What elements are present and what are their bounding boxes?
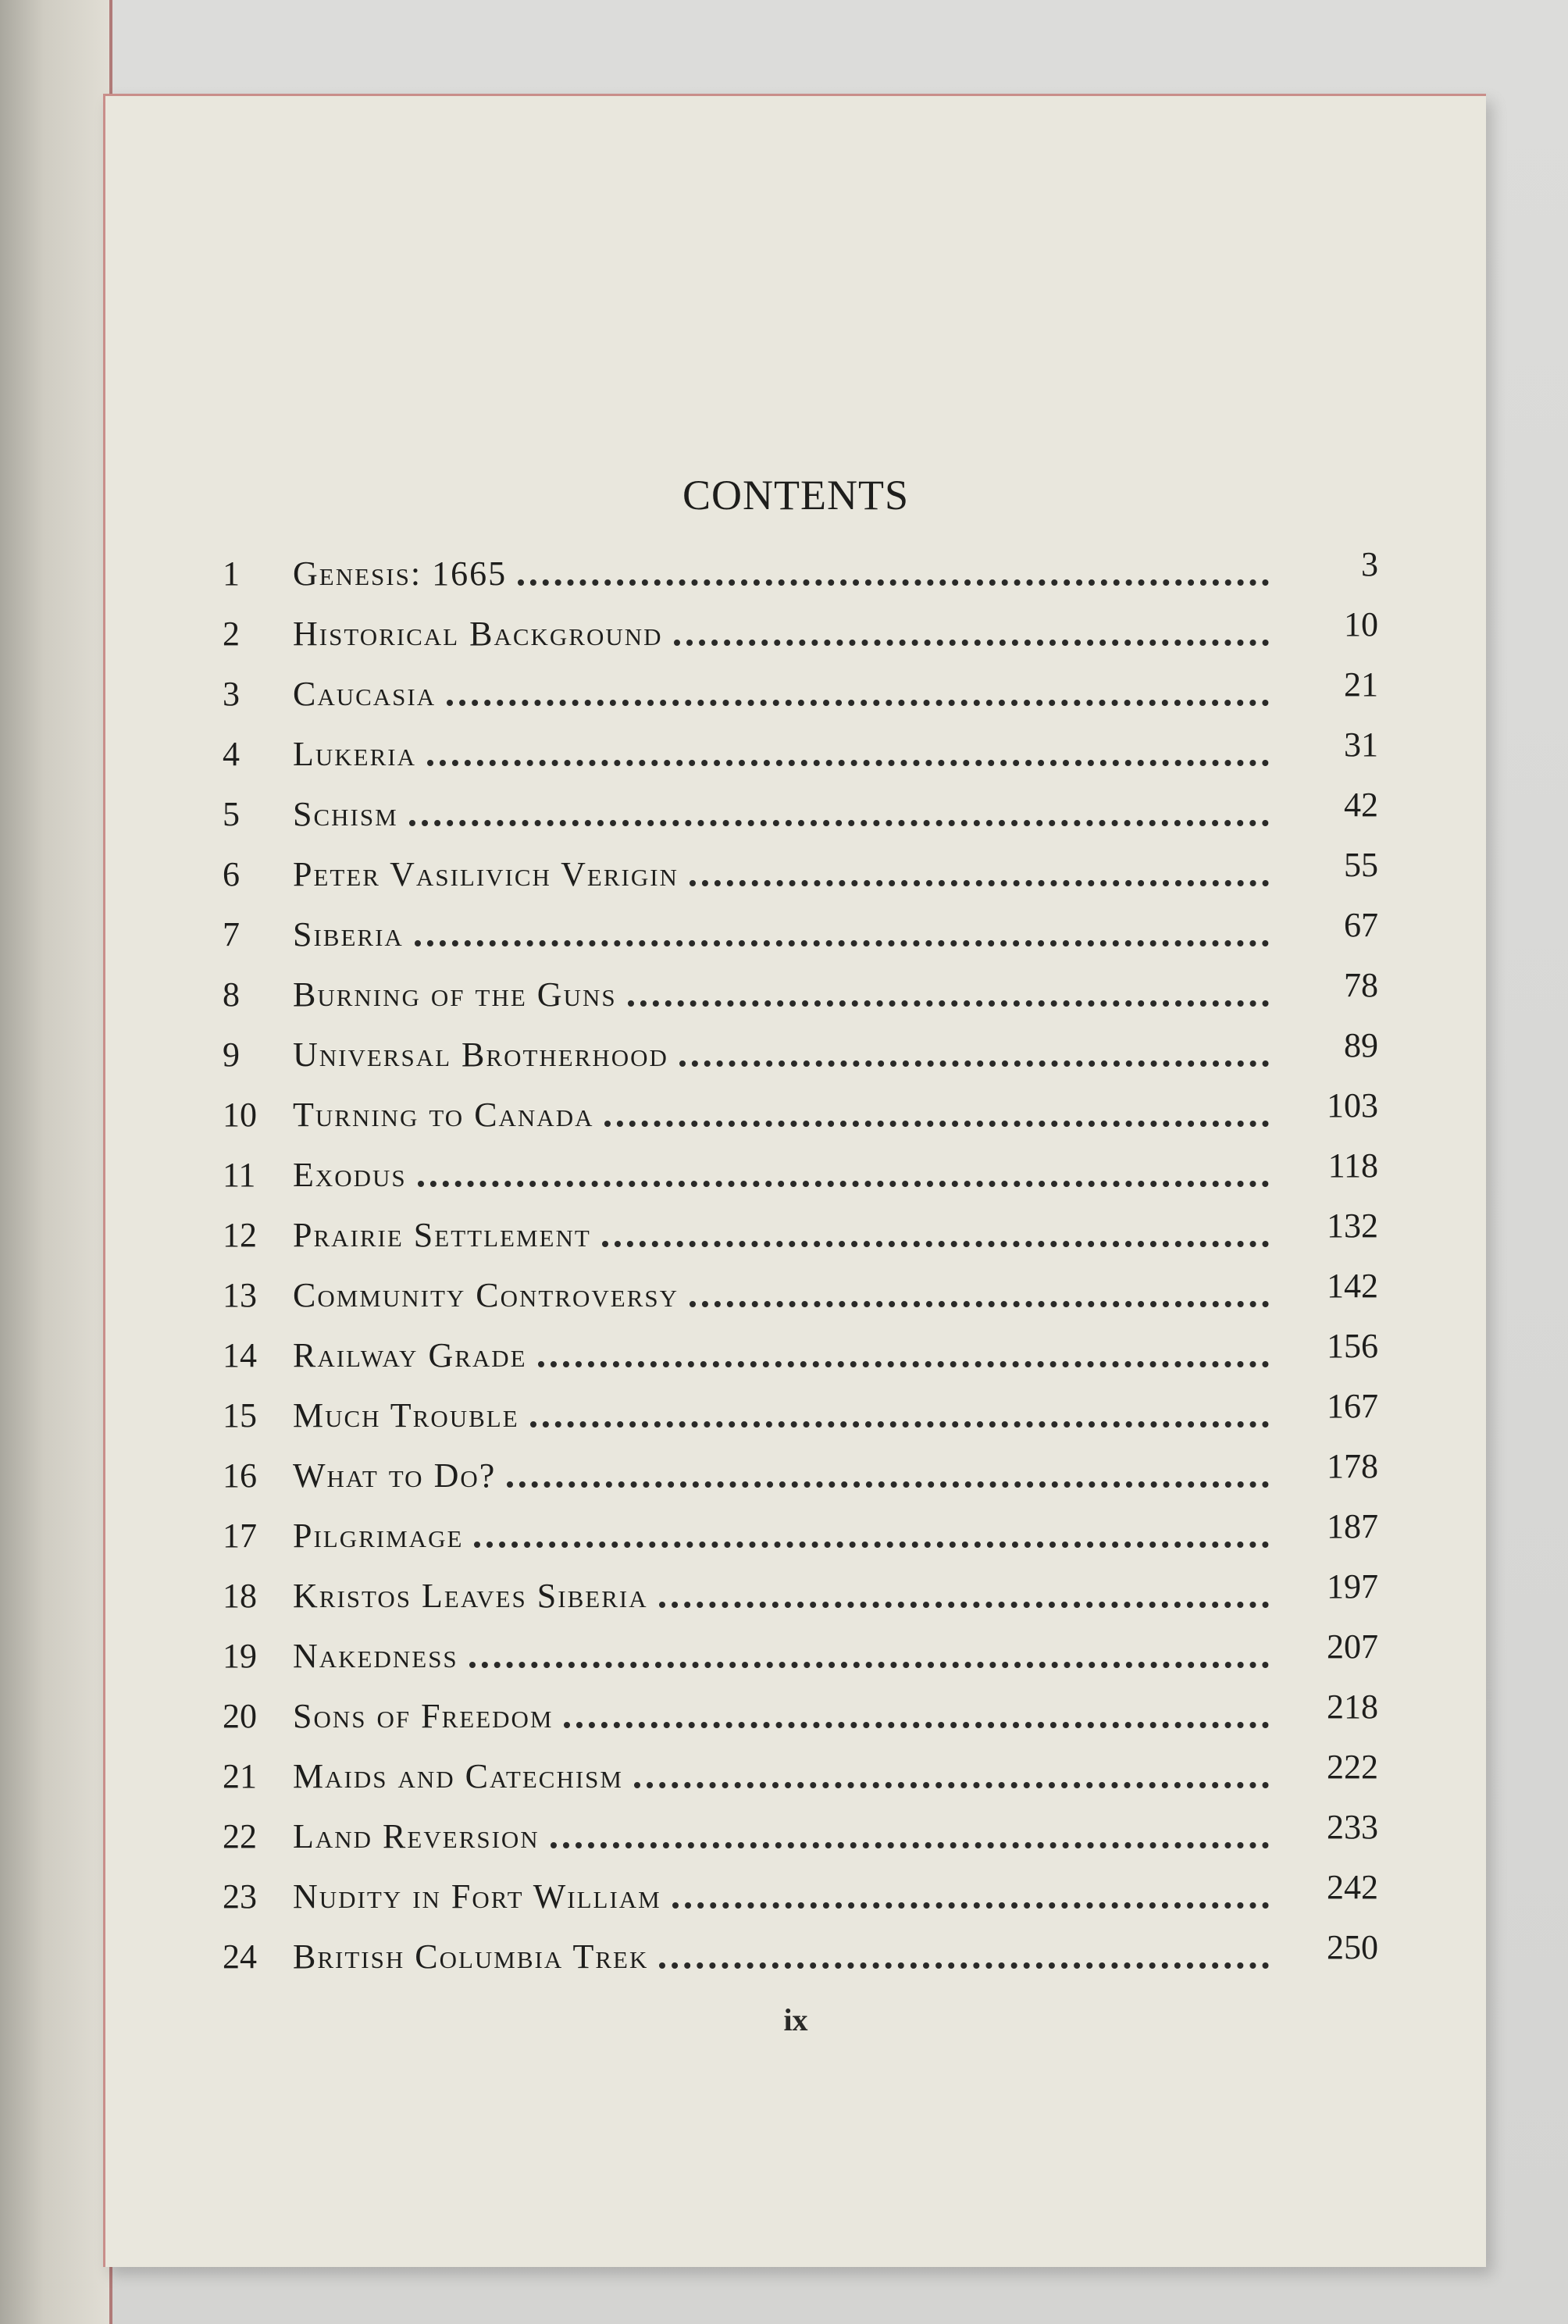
toc-entry — [223, 1616, 1378, 1676]
chapter-page-number: 118 — [1327, 1146, 1378, 1185]
dot-leader — [474, 1542, 1269, 1548]
chapter-number: 12 — [223, 1216, 257, 1254]
chapter-number: 16 — [223, 1456, 257, 1495]
toc-entry — [223, 1676, 1378, 1736]
toc-entry — [223, 1435, 1378, 1495]
chapter-title: Maids and Catechism — [293, 1756, 634, 1796]
dot-leader — [530, 1421, 1269, 1428]
chapter-title: Pilgrimage — [293, 1516, 474, 1556]
chapter-number: 2 — [223, 615, 240, 653]
chapter-title: Turning to Canada — [293, 1095, 604, 1135]
chapter-number: 15 — [223, 1396, 257, 1435]
page-number: ix — [783, 2002, 808, 2037]
chapter-number: 4 — [223, 735, 240, 773]
chapter-title: Lukeria — [293, 734, 427, 774]
chapter-title: Prairie Settlement — [293, 1215, 602, 1255]
chapter-page-number: 55 — [1344, 846, 1378, 884]
chapter-number: 3 — [223, 675, 240, 713]
toc-entry — [223, 1014, 1378, 1075]
dot-leader — [427, 760, 1269, 766]
chapter-page-number: 10 — [1344, 605, 1378, 643]
chapter-title: Exodus — [293, 1155, 418, 1195]
toc-entry — [223, 1315, 1378, 1375]
dot-leader — [415, 940, 1269, 946]
toc-entry — [223, 954, 1378, 1014]
book-page — [103, 94, 1486, 2267]
dot-leader — [538, 1361, 1269, 1367]
chapter-title: Burning of the Guns — [293, 975, 628, 1014]
dot-leader — [447, 700, 1269, 706]
chapter-number: 1 — [223, 554, 240, 593]
chapter-title: Siberia — [293, 914, 415, 954]
chapter-page-number: 21 — [1344, 665, 1378, 704]
chapter-title: Historical Background — [293, 614, 674, 654]
chapter-number: 23 — [223, 1877, 257, 1916]
toc-entry — [223, 774, 1378, 834]
chapter-page-number: 187 — [1327, 1507, 1378, 1545]
toc-entry — [223, 593, 1378, 654]
chapter-page-number: 222 — [1327, 1748, 1378, 1786]
chapter-page-number: 103 — [1327, 1086, 1378, 1125]
dot-leader — [659, 1602, 1269, 1608]
dot-leader — [551, 1842, 1269, 1848]
toc-entry — [223, 894, 1378, 954]
chapter-number: 21 — [223, 1757, 257, 1795]
dot-leader — [469, 1662, 1269, 1668]
chapter-page-number: 167 — [1327, 1387, 1378, 1425]
dot-leader — [659, 1962, 1269, 1969]
chapter-title: Much Trouble — [293, 1395, 530, 1435]
chapter-number: 6 — [223, 855, 240, 893]
chapter-page-number: 207 — [1327, 1627, 1378, 1666]
chapter-page-number: 242 — [1327, 1868, 1378, 1906]
dot-leader — [604, 1121, 1269, 1127]
chapter-title: Genesis: 1665 — [293, 554, 518, 593]
chapter-title: Universal Brotherhood — [293, 1035, 679, 1075]
page-title: CONTENTS — [682, 472, 909, 519]
chapter-number: 5 — [223, 795, 240, 833]
chapter-title: British Columbia Trek — [293, 1937, 659, 1976]
toc-entry — [223, 1556, 1378, 1616]
chapter-number: 10 — [223, 1096, 257, 1134]
chapter-page-number: 89 — [1344, 1026, 1378, 1064]
chapter-number: 7 — [223, 915, 240, 953]
dot-leader — [674, 640, 1269, 646]
toc-entry — [223, 834, 1378, 894]
chapter-title: Kristos Leaves Siberia — [293, 1576, 659, 1616]
chapter-number: 8 — [223, 975, 240, 1014]
chapter-page-number: 233 — [1327, 1808, 1378, 1846]
chapter-number: 13 — [223, 1276, 257, 1314]
chapter-page-number: 3 — [1361, 545, 1378, 583]
toc-entry — [223, 533, 1378, 593]
chapter-page-number: 218 — [1327, 1688, 1378, 1726]
chapter-page-number: 31 — [1344, 725, 1378, 764]
chapter-title: Railway Grade — [293, 1335, 538, 1375]
dot-leader — [628, 1000, 1269, 1007]
chapter-page-number: 78 — [1344, 966, 1378, 1004]
toc-entry — [223, 1916, 1378, 1976]
chapter-page-number: 132 — [1327, 1207, 1378, 1245]
chapter-title: What to Do? — [293, 1456, 507, 1495]
chapter-title: Land Reversion — [293, 1816, 551, 1856]
chapter-page-number: 67 — [1344, 906, 1378, 944]
toc-entry — [223, 1075, 1378, 1135]
chapter-page-number: 178 — [1327, 1447, 1378, 1485]
toc-entry — [223, 1796, 1378, 1856]
dot-leader — [518, 579, 1269, 586]
toc-entry — [223, 654, 1378, 714]
toc-entry — [223, 1856, 1378, 1916]
chapter-number: 11 — [223, 1156, 256, 1194]
table-of-contents — [223, 533, 1378, 1976]
dot-leader — [634, 1782, 1269, 1788]
toc-entry — [223, 1495, 1378, 1556]
toc-entry — [223, 1375, 1378, 1435]
dot-leader — [602, 1241, 1269, 1247]
chapter-title: Sons of Freedom — [293, 1696, 564, 1736]
dot-leader — [507, 1481, 1269, 1488]
toc-entry — [223, 1255, 1378, 1315]
chapter-title: Schism — [293, 794, 409, 834]
chapter-title: Caucasia — [293, 674, 447, 714]
toc-entry — [223, 1195, 1378, 1255]
chapter-number: 22 — [223, 1817, 257, 1855]
chapter-number: 24 — [223, 1937, 257, 1976]
chapter-title: Nudity in Fort William — [293, 1877, 672, 1916]
chapter-number: 14 — [223, 1336, 257, 1374]
dot-leader — [564, 1722, 1269, 1728]
dot-leader — [672, 1902, 1269, 1909]
dot-leader — [418, 1181, 1269, 1187]
chapter-number: 17 — [223, 1517, 257, 1555]
dot-leader — [690, 1301, 1269, 1307]
toc-entry — [223, 714, 1378, 774]
chapter-title: Peter Vasilivich Verigin — [293, 854, 690, 894]
chapter-title: Nakedness — [293, 1636, 469, 1676]
chapter-number: 9 — [223, 1035, 240, 1074]
chapter-number: 20 — [223, 1697, 257, 1735]
chapter-page-number: 142 — [1327, 1267, 1378, 1305]
chapter-number: 18 — [223, 1577, 257, 1615]
dot-leader — [409, 820, 1269, 826]
chapter-number: 19 — [223, 1637, 257, 1675]
chapter-page-number: 197 — [1327, 1567, 1378, 1606]
dot-leader — [679, 1060, 1269, 1067]
dot-leader — [690, 880, 1269, 886]
left-page-edge — [0, 0, 112, 2324]
toc-entry — [223, 1135, 1378, 1195]
toc-entry — [223, 1736, 1378, 1796]
chapter-page-number: 250 — [1327, 1928, 1378, 1966]
chapter-page-number: 42 — [1344, 786, 1378, 824]
chapter-page-number: 156 — [1327, 1327, 1378, 1365]
chapter-title: Community Controversy — [293, 1275, 690, 1315]
